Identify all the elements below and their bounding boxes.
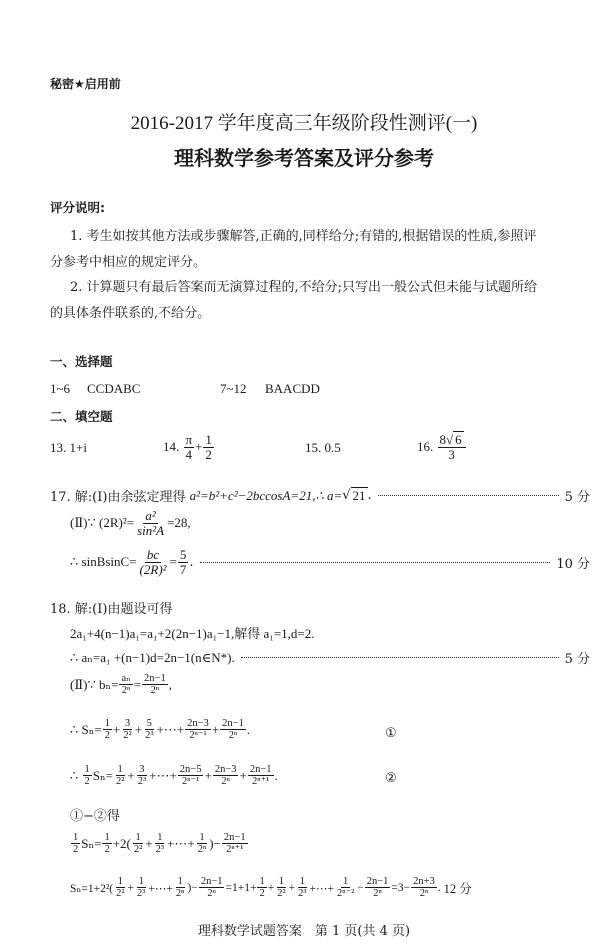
q18-d2-term-num: 1 xyxy=(177,876,183,887)
q18-s1-term-num: 1 xyxy=(104,718,110,729)
q14-den2: 2 xyxy=(205,446,212,462)
q18-d1-last-den: 2ⁿ⁺¹ xyxy=(226,844,244,856)
grading-item1-line1: 1. 考生如按其他方法或步骤解答,正确的,同样给分;有错的,根据错误的性质,参照评 xyxy=(70,229,537,244)
mc-answers2: BAACDD xyxy=(265,381,320,396)
q17-line2 xyxy=(70,509,191,537)
q18-s1-term-num: 3 xyxy=(124,718,131,729)
page-footer: 理科数学试题答案 第 1 页(共 4 页) xyxy=(197,924,411,939)
q18-part2-end: , xyxy=(168,676,172,692)
q18-s2-term-den: 2ⁿ⁺¹ xyxy=(252,776,270,788)
q18-d2-term-num: 1 xyxy=(117,876,123,887)
q14-num2: 1 xyxy=(205,432,212,447)
q18-d2-term2-den: 2² xyxy=(277,888,286,900)
q17-part3-den2: 7 xyxy=(179,561,187,577)
q18-s2-term-den: 2³ xyxy=(137,776,147,788)
q18-d2-f1-den: 2ⁿ xyxy=(207,888,216,900)
q18-s1-prefix: ∴ Sₙ= xyxy=(70,721,102,737)
q18-d1-term-num: 1 xyxy=(157,832,163,843)
q17-part3-den: (2R)² xyxy=(139,561,167,577)
q18-d1-term-num: 1 xyxy=(199,832,205,843)
q18-s1-term-den: 2ⁿ xyxy=(228,730,238,742)
q18-d2-term2-den: 2 xyxy=(259,888,265,900)
q18-d1-a-num: 1 xyxy=(104,832,110,843)
q18-part2-den2: 2ⁿ xyxy=(150,685,160,697)
q18-line3-text: ∴ aₙ=a₁ +(n−1)d=2n−1(n∈N*). xyxy=(70,649,235,665)
q18-d2-term-num: 1 xyxy=(138,876,144,887)
q18-d2-term2-num: 1 xyxy=(343,876,349,887)
q16-radicand: 6 xyxy=(455,432,462,447)
q17-part3-num2: 5 xyxy=(179,547,187,562)
q18-d2-term2-num: 1 xyxy=(259,876,265,887)
q18-s1-mark: ① xyxy=(385,725,397,740)
q18-d2-term-den: 2² xyxy=(116,888,125,900)
q16-label: 16. xyxy=(417,439,434,455)
q18-s2-term-num: 2n−3 xyxy=(214,764,237,775)
q18-score1: 5 分 xyxy=(564,652,590,667)
q17-radicand: 21 xyxy=(352,488,366,503)
q18-d2-prefix: Sₙ=1+2²( xyxy=(70,882,114,895)
q18-s2-term-den: 2ⁿ⁻¹ xyxy=(182,776,200,788)
q18-s2-term-den: 2² xyxy=(115,776,125,788)
q18-d1-term-num: 1 xyxy=(135,832,141,843)
q16-answer: 16. $\frac{8√ 6}{3}$ xyxy=(417,433,467,461)
q18-s2-term-den: 2ⁿ xyxy=(221,776,230,788)
q18-d2-end: . xyxy=(437,881,441,894)
q18-s2-prefix: ∴ xyxy=(70,767,79,783)
grading-item2-line1: 2. 计算题只有最后答案而无演算过程的,不给分;只写出一般公式但未能与试题所给 xyxy=(70,280,538,295)
q16-coef: 8 xyxy=(439,432,446,447)
q18-d2-eq1: =1+1+ xyxy=(225,881,257,894)
q18-d1-term-den: 2² xyxy=(133,844,143,856)
q18-label: 18. 解:(Ⅰ)由题设可得 xyxy=(50,602,173,617)
section1-heading: 一、选择题 xyxy=(50,354,113,369)
confidential-label: 秘密★启用前 xyxy=(50,77,121,91)
q18-d1-close: )− xyxy=(209,835,221,851)
q17-part2-end: =28, xyxy=(167,515,191,531)
q18-d2-term2-den: 2ⁿ⁻² xyxy=(337,888,355,900)
q18-d2-f2-den: 2ⁿ xyxy=(373,888,382,900)
q18-s2-term-num: 2n−1 xyxy=(249,764,272,775)
q18-s2-half-num: 1 xyxy=(84,764,90,775)
q18-d2-term-den: 2³ xyxy=(137,888,146,900)
q18-part2-num1: aₙ xyxy=(121,673,131,684)
mc-range1: 1~6 xyxy=(50,381,71,396)
q16-den: 3 xyxy=(448,446,455,462)
q18-s2-term-num: 3 xyxy=(139,764,145,775)
q17-part2-prefix: (Ⅱ)∵ (2R)²= xyxy=(70,515,135,531)
q17-score1: 5 分 xyxy=(564,490,590,505)
q17-part3-eq: = xyxy=(169,554,177,570)
q17-label: 17. 解:(Ⅰ)由余弦定理得 xyxy=(50,490,186,505)
q18-d2-term-den: 2ⁿ xyxy=(175,888,185,900)
q17-eq1: a²=b²+c²−2bccosA=21,∴ a= xyxy=(189,487,343,503)
q18-s1-term-num: 2n−1 xyxy=(222,718,244,729)
q17-eq1-end: . xyxy=(367,488,372,503)
q18-d1-last-num: 2n−1 xyxy=(223,832,246,843)
q18-line2: 2a₁+4(n−1)a₁=a₁+2(2n−1)a₁−1,解得 a₁=1,d=2. xyxy=(70,626,315,641)
q15-answer xyxy=(305,440,341,456)
q17-part3-end: . xyxy=(189,554,194,570)
q18-d2-minus: − xyxy=(357,881,364,894)
q18-d2-f3-den: 2ⁿ xyxy=(419,888,429,900)
q13-label: 13. xyxy=(50,440,67,455)
q18-s1: ∴ Sₙ= $\frac{1}{2}$ + $\frac{3}{\text{2²}}$ + $\frac{5}{\text{2³}}$ +⋯+ $\frac{2n-3}{\text{2ⁿ⁻¹}}$ + $\frac{2n-1}{\text{2ⁿ}}$ . xyxy=(70,718,251,742)
q18-s1-term-num: 5 xyxy=(146,718,152,729)
q18-d2: Sₙ=1+2²( $\frac{1}{\text{2²}}$ + $\frac{1}{\text{2³}}$ +⋯+ $\frac{1}{\text{2ⁿ}}$ )− $\frac{2n-1}{\text{2ⁿ}}$ =1+1+ $\frac{1}{2}$ + $\frac{1}{\text{2²}}$ + $\frac{1}{\text{2³}}$ +⋯+ $\frac{1}{\text{2ⁿ⁻²}}$ − $\frac{2n-1}{\text{2ⁿ}}$ =3− $\frac{2n+3}{\text{2ⁿ}}$ . 12 分 xyxy=(70,876,472,900)
q17-part2-den: sin²A xyxy=(137,522,165,538)
q18-d1-a-den: 2 xyxy=(104,844,110,856)
q14-plus: + xyxy=(195,439,203,455)
q18-diff-label: ①−②得 xyxy=(70,809,120,824)
q18-score2: 12 分 xyxy=(443,881,472,896)
q18-s2-mid: Sₙ= xyxy=(92,767,113,783)
q18-part2-prefix: (Ⅱ)∵ bₙ= xyxy=(70,676,119,692)
grading-heading: 评分说明: xyxy=(50,200,105,215)
q17-line3 xyxy=(70,548,590,576)
q15-label: 15. xyxy=(305,440,322,455)
q18-d1-term-den: 2ⁿ xyxy=(197,844,207,856)
grading-item1-line2: 分参考中相应的规定评分。 xyxy=(50,255,207,270)
q18-d1-half-den: 2 xyxy=(73,844,79,856)
q18-line4 xyxy=(70,673,172,696)
q17-part2-num: a² xyxy=(145,508,156,523)
q18-s1-term-den: 2² xyxy=(123,730,132,742)
q18-d1-term-den: 2³ xyxy=(155,844,165,856)
grading-item2-line2: 的具体条件联系的,不给分。 xyxy=(50,306,211,321)
q14-answer xyxy=(163,433,215,461)
q18-d2-term2-num: 1 xyxy=(299,876,305,887)
q14-den1: 4 xyxy=(185,446,193,462)
q18-d1-plus2: +2( xyxy=(112,835,131,851)
q18-part2-den1: 2ⁿ xyxy=(121,685,131,697)
q17-part3-num: bc xyxy=(146,547,160,562)
doc-subtitle: 理科数学参考答案及评分参考 xyxy=(174,146,434,170)
q18-s2-half-den: 2 xyxy=(84,776,90,788)
q18-s2-term-num: 2n−5 xyxy=(179,764,202,775)
q18-d1-mid: Sₙ= xyxy=(81,835,102,851)
section2-heading: 二、填空题 xyxy=(50,409,113,424)
q18-d2-f1-num: 2n−1 xyxy=(200,876,223,887)
q17-score2: 10 分 xyxy=(556,556,590,572)
q18-s1-term-den: 2ⁿ⁻¹ xyxy=(189,730,207,742)
q17-part3-prefix: ∴ sinBsinC= xyxy=(70,554,137,570)
q14-num1: π xyxy=(185,432,193,447)
q18-s1-term-den: 2 xyxy=(104,730,110,742)
q18-d2-f3-num: 2n+3 xyxy=(413,876,435,887)
q18-part2-eq: = xyxy=(133,676,142,692)
q18-d1: $\frac{1}{2}$ Sₙ= $\frac{1}{2}$ +2( $\frac{1}{\text{2²}}$ + $\frac{1}{\text{2³}}$ +⋯+ $\frac{1}{\text{2ⁿ}}$ )− $\frac{2n-1}{\text{2ⁿ⁺¹}}$ xyxy=(73,832,246,856)
q17-line1: 17. 解:(Ⅰ)由余弦定理得 a²=b²+c²−2bccosA=21,∴ a= √ 21 . 5 分 xyxy=(50,487,590,505)
q18-s2-term-num: 1 xyxy=(117,764,123,775)
q18-s1-term-den: 2³ xyxy=(145,730,154,742)
q14-label: 14. xyxy=(163,439,180,455)
q18-s2: ∴ $\frac{1}{2}$ Sₙ= $\frac{1}{\text{2²}}$ + $\frac{3}{\text{2³}}$ +⋯+ $\frac{2n-5}{\text{2ⁿ⁻¹}}$ + $\frac{2n-3}{\text{2ⁿ}}$ + $\frac{2n-1}{\text{2ⁿ⁺¹}}$ . xyxy=(70,764,278,788)
q18-d2-term2-den: 2³ xyxy=(298,888,307,900)
q18-line3 xyxy=(70,648,590,667)
q13-value: 1+i xyxy=(69,440,87,455)
q15-value: 0.5 xyxy=(324,440,341,455)
mc-range2: 7~12 xyxy=(220,381,247,396)
q18-d2-close: )− xyxy=(187,881,198,894)
q18-d2-f2-num: 2n−1 xyxy=(366,876,389,887)
mc-answers1: CCDABC xyxy=(87,381,141,396)
doc-title: 2016-2017 学年度高三年级阶段性测评(一) xyxy=(130,113,478,134)
q18-d1-half-num: 1 xyxy=(73,832,79,843)
q18-s1-term-num: 2n−3 xyxy=(187,718,209,729)
q18-s2-mark: ② xyxy=(385,770,397,785)
q18-part2-num2: 2n−1 xyxy=(144,673,166,684)
q18-d2-eq2: =3− xyxy=(391,881,411,894)
q13-answer xyxy=(50,440,87,456)
q18-d2-term2-num: 1 xyxy=(278,876,285,887)
